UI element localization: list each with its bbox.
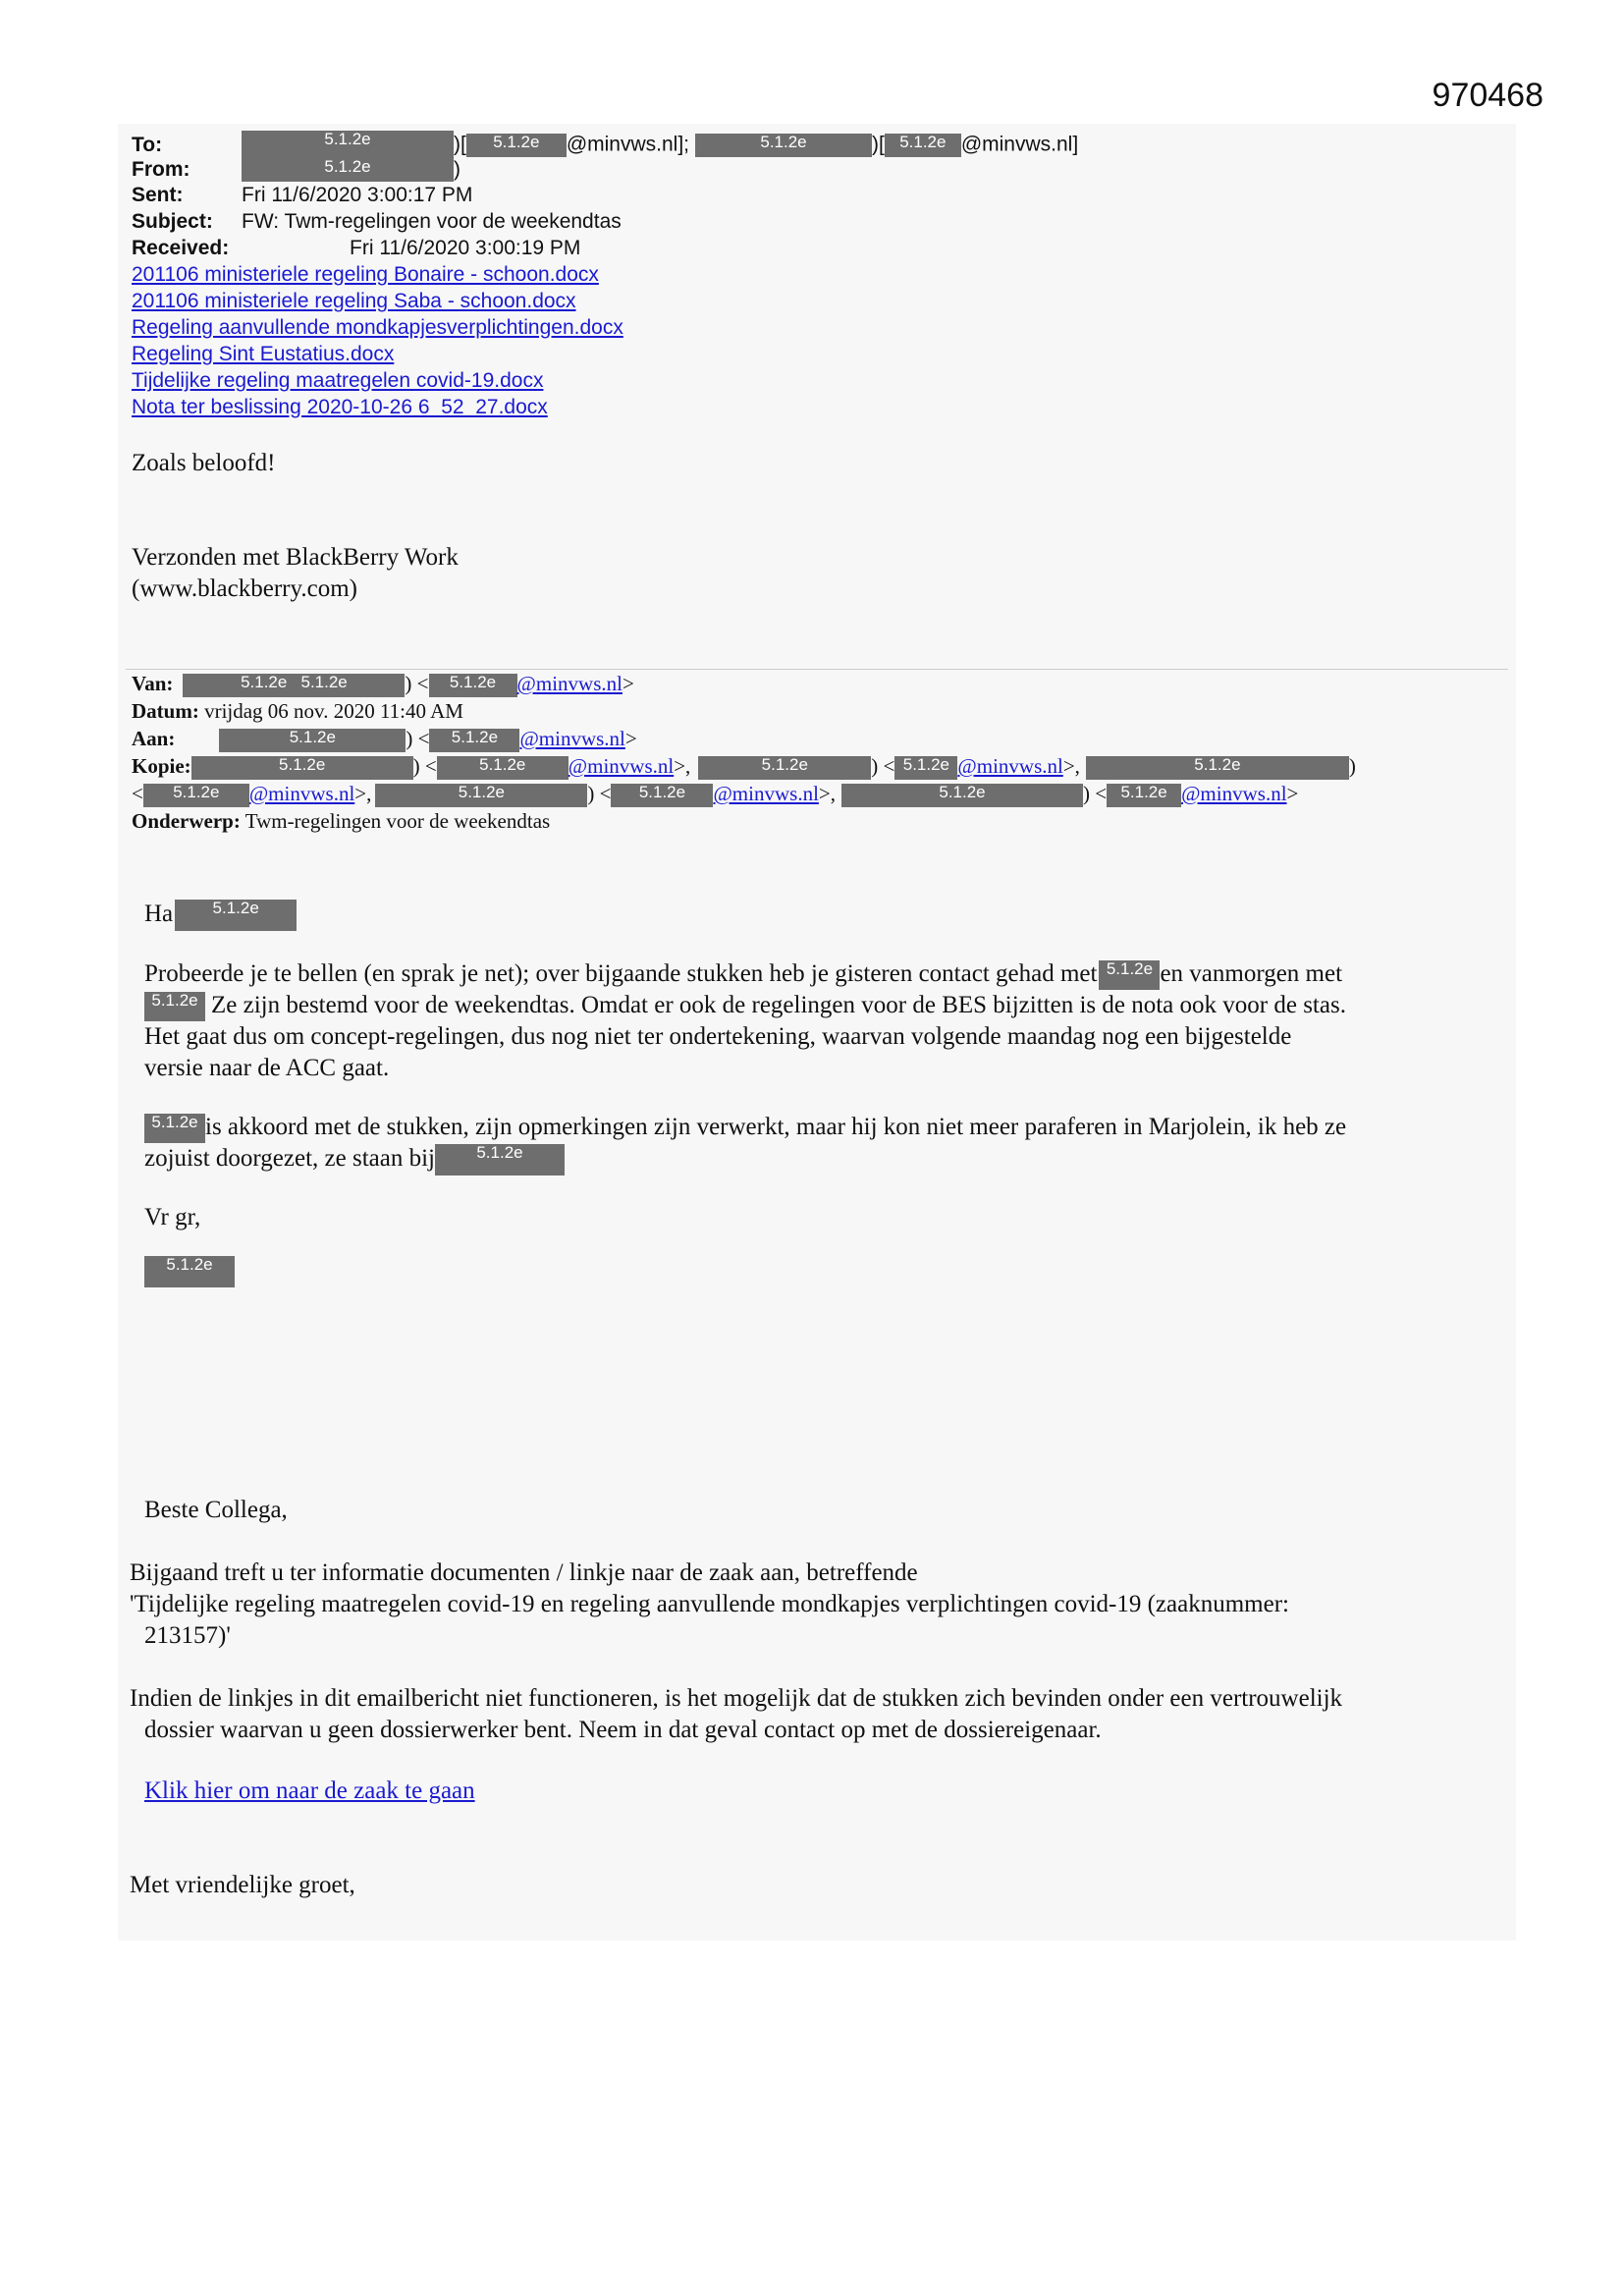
aan-row: Aan: 5.1.2e ) < 5.1.2e @minvws.nl> — [132, 726, 637, 752]
redaction: 5.1.2e — [1086, 756, 1349, 780]
closing: Vr gr, — [144, 1204, 201, 1230]
datum-value: vrijdag 06 nov. 2020 11:40 AM — [204, 699, 463, 723]
paragraph-line — [144, 958, 1342, 990]
body-line: Zoals beloofd! — [132, 450, 276, 476]
redaction: 5.1.2e — [143, 784, 249, 807]
redaction: 5.1.2e — [144, 1256, 235, 1287]
paragraph-line: Indien de linkjes in dit emailbericht niet functioneren, is het mogelijk dat de stukken zich bevinden onder een vertrouwelijk — [130, 1685, 1343, 1712]
redaction: 5.1.2e — [429, 674, 517, 697]
redaction: 5.1.2e 5.1.2e — [183, 674, 405, 697]
redaction: 5.1.2e — [695, 134, 872, 157]
email-address[interactable]: @minvws.nl — [568, 754, 675, 778]
redaction: 5.1.2e — [841, 784, 1083, 807]
sent-label: Sent: — [132, 184, 184, 206]
onderwerp-value: Twm-regelingen voor de weekendtas — [244, 809, 551, 833]
attachment-link-text[interactable]: Nota ter beslissing 2020-10-26 6_52_27.docx — [132, 396, 548, 418]
attachment-link-text[interactable]: Regeling Sint Eustatius.docx — [132, 343, 395, 365]
email-address[interactable]: @minvws.nl — [957, 754, 1063, 778]
email-address[interactable]: @minvws.nl — [1181, 782, 1287, 805]
case-link[interactable] — [144, 1776, 475, 1807]
attachment-link[interactable] — [132, 395, 548, 420]
signature-line: (www.blackberry.com) — [132, 575, 357, 602]
signature-redaction — [144, 1255, 235, 1287]
redaction: 5.1.2e — [1107, 784, 1181, 807]
from-row: From: 5.1.2e ) — [132, 157, 460, 181]
sent-row — [132, 183, 472, 208]
redaction: 5.1.2e — [885, 134, 961, 157]
redaction: 5.1.2e — [375, 784, 587, 807]
redaction: 5.1.2e — [191, 756, 413, 780]
redaction: 5.1.2e — [242, 131, 454, 160]
attachment-link-text[interactable]: 201106 ministeriele regeling Saba - schoon.docx — [132, 290, 576, 312]
email-address[interactable]: @minvws.nl — [713, 782, 819, 805]
attachment-link-text[interactable]: Tijdelijke regeling maatregelen covid-19.docx — [132, 369, 544, 392]
text: zojuist doorgezet, ze staan bij — [144, 1145, 435, 1172]
case-link-text[interactable]: Klik hier om naar de zaak te gaan — [144, 1777, 475, 1804]
redaction: 5.1.2e — [144, 992, 205, 1021]
attachment-link[interactable] — [132, 289, 576, 314]
van-row: Van: 5.1.2e 5.1.2e ) < 5.1.2e @minvws.nl> — [132, 671, 634, 697]
attachment-link[interactable] — [132, 262, 599, 288]
sent-value: Fri 11/6/2020 3:00:17 PM — [242, 184, 473, 206]
datum-row — [132, 698, 463, 724]
van-label: Van: — [132, 672, 174, 695]
to-label: To: — [132, 133, 163, 156]
notification-greeting: Beste Collega, — [144, 1497, 288, 1523]
to-row: To: 5.1.2e )[ 5.1.2e @minvws.nl]; 5.1.2e )[ 5.1.2e @minvws.nl] — [132, 131, 1078, 160]
redaction: 5.1.2e — [466, 134, 567, 157]
greeting-line — [144, 899, 297, 931]
kopie-row: Kopie: 5.1.2e ) < 5.1.2e @minvws.nl>, 5.1.2e ) < 5.1.2e @minvws.nl>, 5.1.2e ) — [132, 753, 1356, 780]
paragraph-line — [144, 990, 1346, 1021]
paragraph-line: versie naar de ACC gaat. — [144, 1055, 390, 1081]
redaction: 5.1.2e — [611, 784, 713, 807]
attachment-link[interactable] — [132, 315, 623, 341]
document-number: 970468 — [1432, 77, 1543, 114]
received-value: Fri 11/6/2020 3:00:19 PM — [350, 237, 581, 259]
onderwerp-label: Onderwerp: — [132, 809, 241, 833]
subject-row — [132, 209, 622, 235]
attachment-link[interactable] — [132, 342, 394, 367]
redaction: 5.1.2e — [242, 158, 454, 182]
redaction: 5.1.2e — [435, 1144, 565, 1175]
to-domain: @minvws.nl]; — [566, 133, 689, 156]
paragraph-line — [144, 1143, 565, 1175]
redaction: 5.1.2e — [429, 729, 519, 752]
redaction: 5.1.2e — [894, 756, 957, 780]
redaction: 5.1.2e — [144, 1114, 205, 1143]
email-address[interactable]: @minvws.nl — [516, 672, 623, 695]
email-address[interactable]: @minvws.nl — [248, 782, 355, 805]
kopie-row-continued: < 5.1.2e @minvws.nl>, 5.1.2e ) < 5.1.2e @minvws.nl>, 5.1.2e ) < 5.1.2e @minvws.nl> — [132, 781, 1298, 807]
paragraph-line: 'Tijdelijke regeling maatregelen covid-19 en regeling aanvullende mondkapjes verplichtingen covid-19 (zaaknummer: — [130, 1591, 1289, 1617]
greeting: Ha — [144, 901, 174, 927]
signature-line: Verzonden met BlackBerry Work — [132, 544, 459, 571]
redaction: 5.1.2e — [698, 756, 871, 780]
subject-label: Subject: — [132, 210, 213, 233]
divider — [126, 669, 1508, 670]
to-domain: @minvws.nl] — [960, 133, 1079, 156]
text: en vanmorgen met — [1160, 960, 1343, 987]
redaction: 5.1.2e — [1099, 960, 1160, 990]
attachment-link-text[interactable]: Regeling aanvullende mondkapjesverplichtingen.docx — [132, 316, 623, 339]
text: is akkoord met de stukken, zijn opmerkingen zijn verwerkt, maar hij kon niet meer paraferen in Marjolein, ik heb ze — [205, 1114, 1347, 1140]
attachment-link-text[interactable]: 201106 ministeriele regeling Bonaire - schoon.docx — [132, 263, 599, 286]
onderwerp-row — [132, 808, 550, 834]
from-label: From: — [132, 158, 190, 181]
redaction: 5.1.2e — [437, 756, 568, 780]
email-address[interactable]: @minvws.nl — [519, 727, 625, 750]
received-label: Received: — [132, 237, 230, 259]
text: Ze zijn bestemd voor de weekendtas. Omdat er ook de regelingen voor de BES bijzitten is de nota ook voor de stas. — [211, 992, 1346, 1018]
paragraph-line: Het gaat dus om concept-regelingen, dus nog niet ter ondertekening, waarvan volgende maandag nog een bijgestelde — [144, 1023, 1292, 1050]
paragraph-line: dossier waarvan u geen dossierwerker bent. Neem in dat geval contact op met de dossiereigenaar. — [144, 1717, 1102, 1743]
redaction: 5.1.2e — [175, 900, 297, 931]
aan-label: Aan: — [132, 727, 176, 750]
paragraph-line: Bijgaand treft u ter informatie documenten / linkje naar de zaak aan, betreffende — [130, 1559, 918, 1586]
attachment-link[interactable] — [132, 368, 543, 394]
notification-closing: Met vriendelijke groet, — [130, 1872, 355, 1898]
paragraph-line: 213157)' — [144, 1622, 231, 1649]
received-row — [132, 236, 580, 261]
datum-label: Datum: — [132, 699, 199, 723]
subject-value: FW: Twm-regelingen voor de weekendtas — [242, 210, 622, 233]
text: Probeerde je te bellen (en sprak je net); over bijgaande stukken heb je gisteren contact gehad met — [144, 960, 1098, 987]
redaction: 5.1.2e — [219, 729, 406, 752]
paragraph-line — [144, 1112, 1346, 1143]
kopie-label: Kopie: — [132, 754, 191, 778]
